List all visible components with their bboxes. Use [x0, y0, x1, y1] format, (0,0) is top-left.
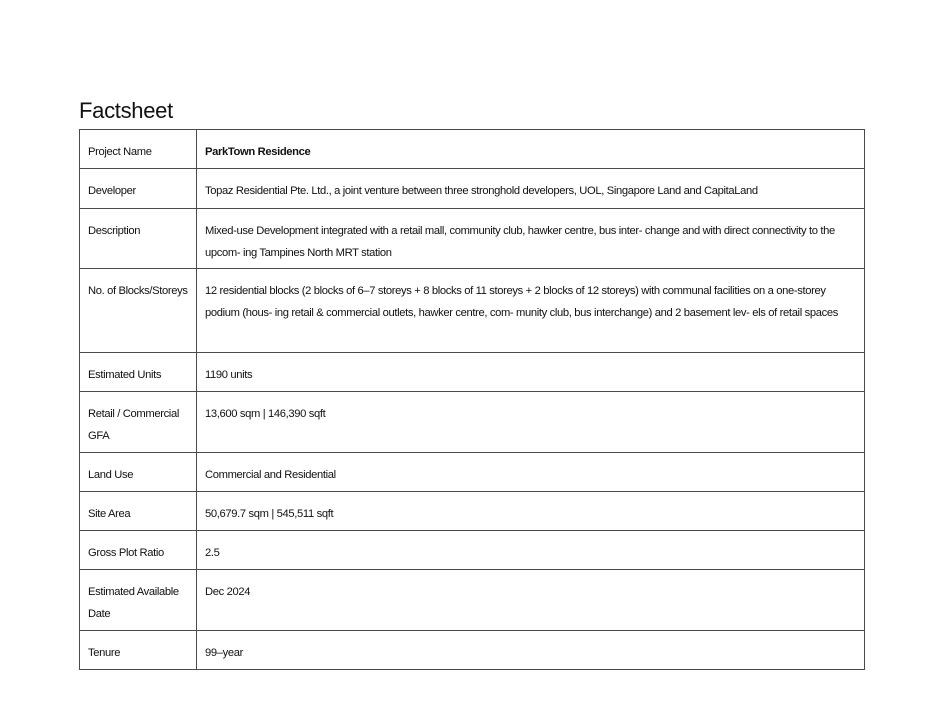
- row-value: Dec 2024: [197, 570, 865, 631]
- row-label: Gross Plot Ratio: [80, 531, 197, 570]
- table-row: [80, 453, 865, 492]
- table-row: [80, 209, 865, 269]
- table-row: [80, 570, 865, 631]
- row-label: Estimated Units: [80, 353, 197, 392]
- row-value: 12 residential blocks (2 blocks of 6–7 storeys + 8 blocks of 11 storeys + 2 blocks of 12 storeys) with communal facilities on a one-storey podium (hous- ing retail & commercial outlets, hawker centre, com- munity club, bus interchange) and 2 basement lev- els of retail spaces: [197, 269, 865, 353]
- row-value: Commercial and Residential: [197, 453, 865, 492]
- row-label: Tenure: [80, 631, 197, 670]
- row-label: Estimated Available Date: [80, 570, 197, 631]
- row-value: 1190 units: [197, 353, 865, 392]
- row-value: Mixed-use Development integrated with a retail mall, community club, hawker centre, bus inter- change and with direct connectivity to the upcom- ing Tampines North MRT station: [197, 209, 865, 269]
- table-row: [80, 269, 865, 353]
- row-value: 50,679.7 sqm | 545,511 sqft: [197, 492, 865, 531]
- row-label: No. of Blocks/Storeys: [80, 269, 197, 353]
- row-label: Land Use: [80, 453, 197, 492]
- table-row: [80, 130, 865, 169]
- row-value: ParkTown Residence: [197, 130, 865, 169]
- table-row: [80, 392, 865, 453]
- page-title: Factsheet: [79, 98, 173, 123]
- table-row: [80, 492, 865, 531]
- factsheet-table: [79, 129, 865, 670]
- row-label: Site Area: [80, 492, 197, 531]
- table-row: [80, 531, 865, 570]
- table-row: [80, 353, 865, 392]
- row-label: Project Name: [80, 130, 197, 169]
- row-value: Topaz Residential Pte. Ltd., a joint venture between three stronghold developers, UOL, Singapore Land and CapitaLand: [197, 169, 865, 209]
- row-label: Developer: [80, 169, 197, 209]
- row-label: Description: [80, 209, 197, 269]
- row-value: 99–year: [197, 631, 865, 670]
- table-row: [80, 169, 865, 209]
- row-value: 13,600 sqm | 146,390 sqft: [197, 392, 865, 453]
- table-row: [80, 631, 865, 670]
- row-value: 2.5: [197, 531, 865, 570]
- row-label: Retail / Commercial GFA: [80, 392, 197, 453]
